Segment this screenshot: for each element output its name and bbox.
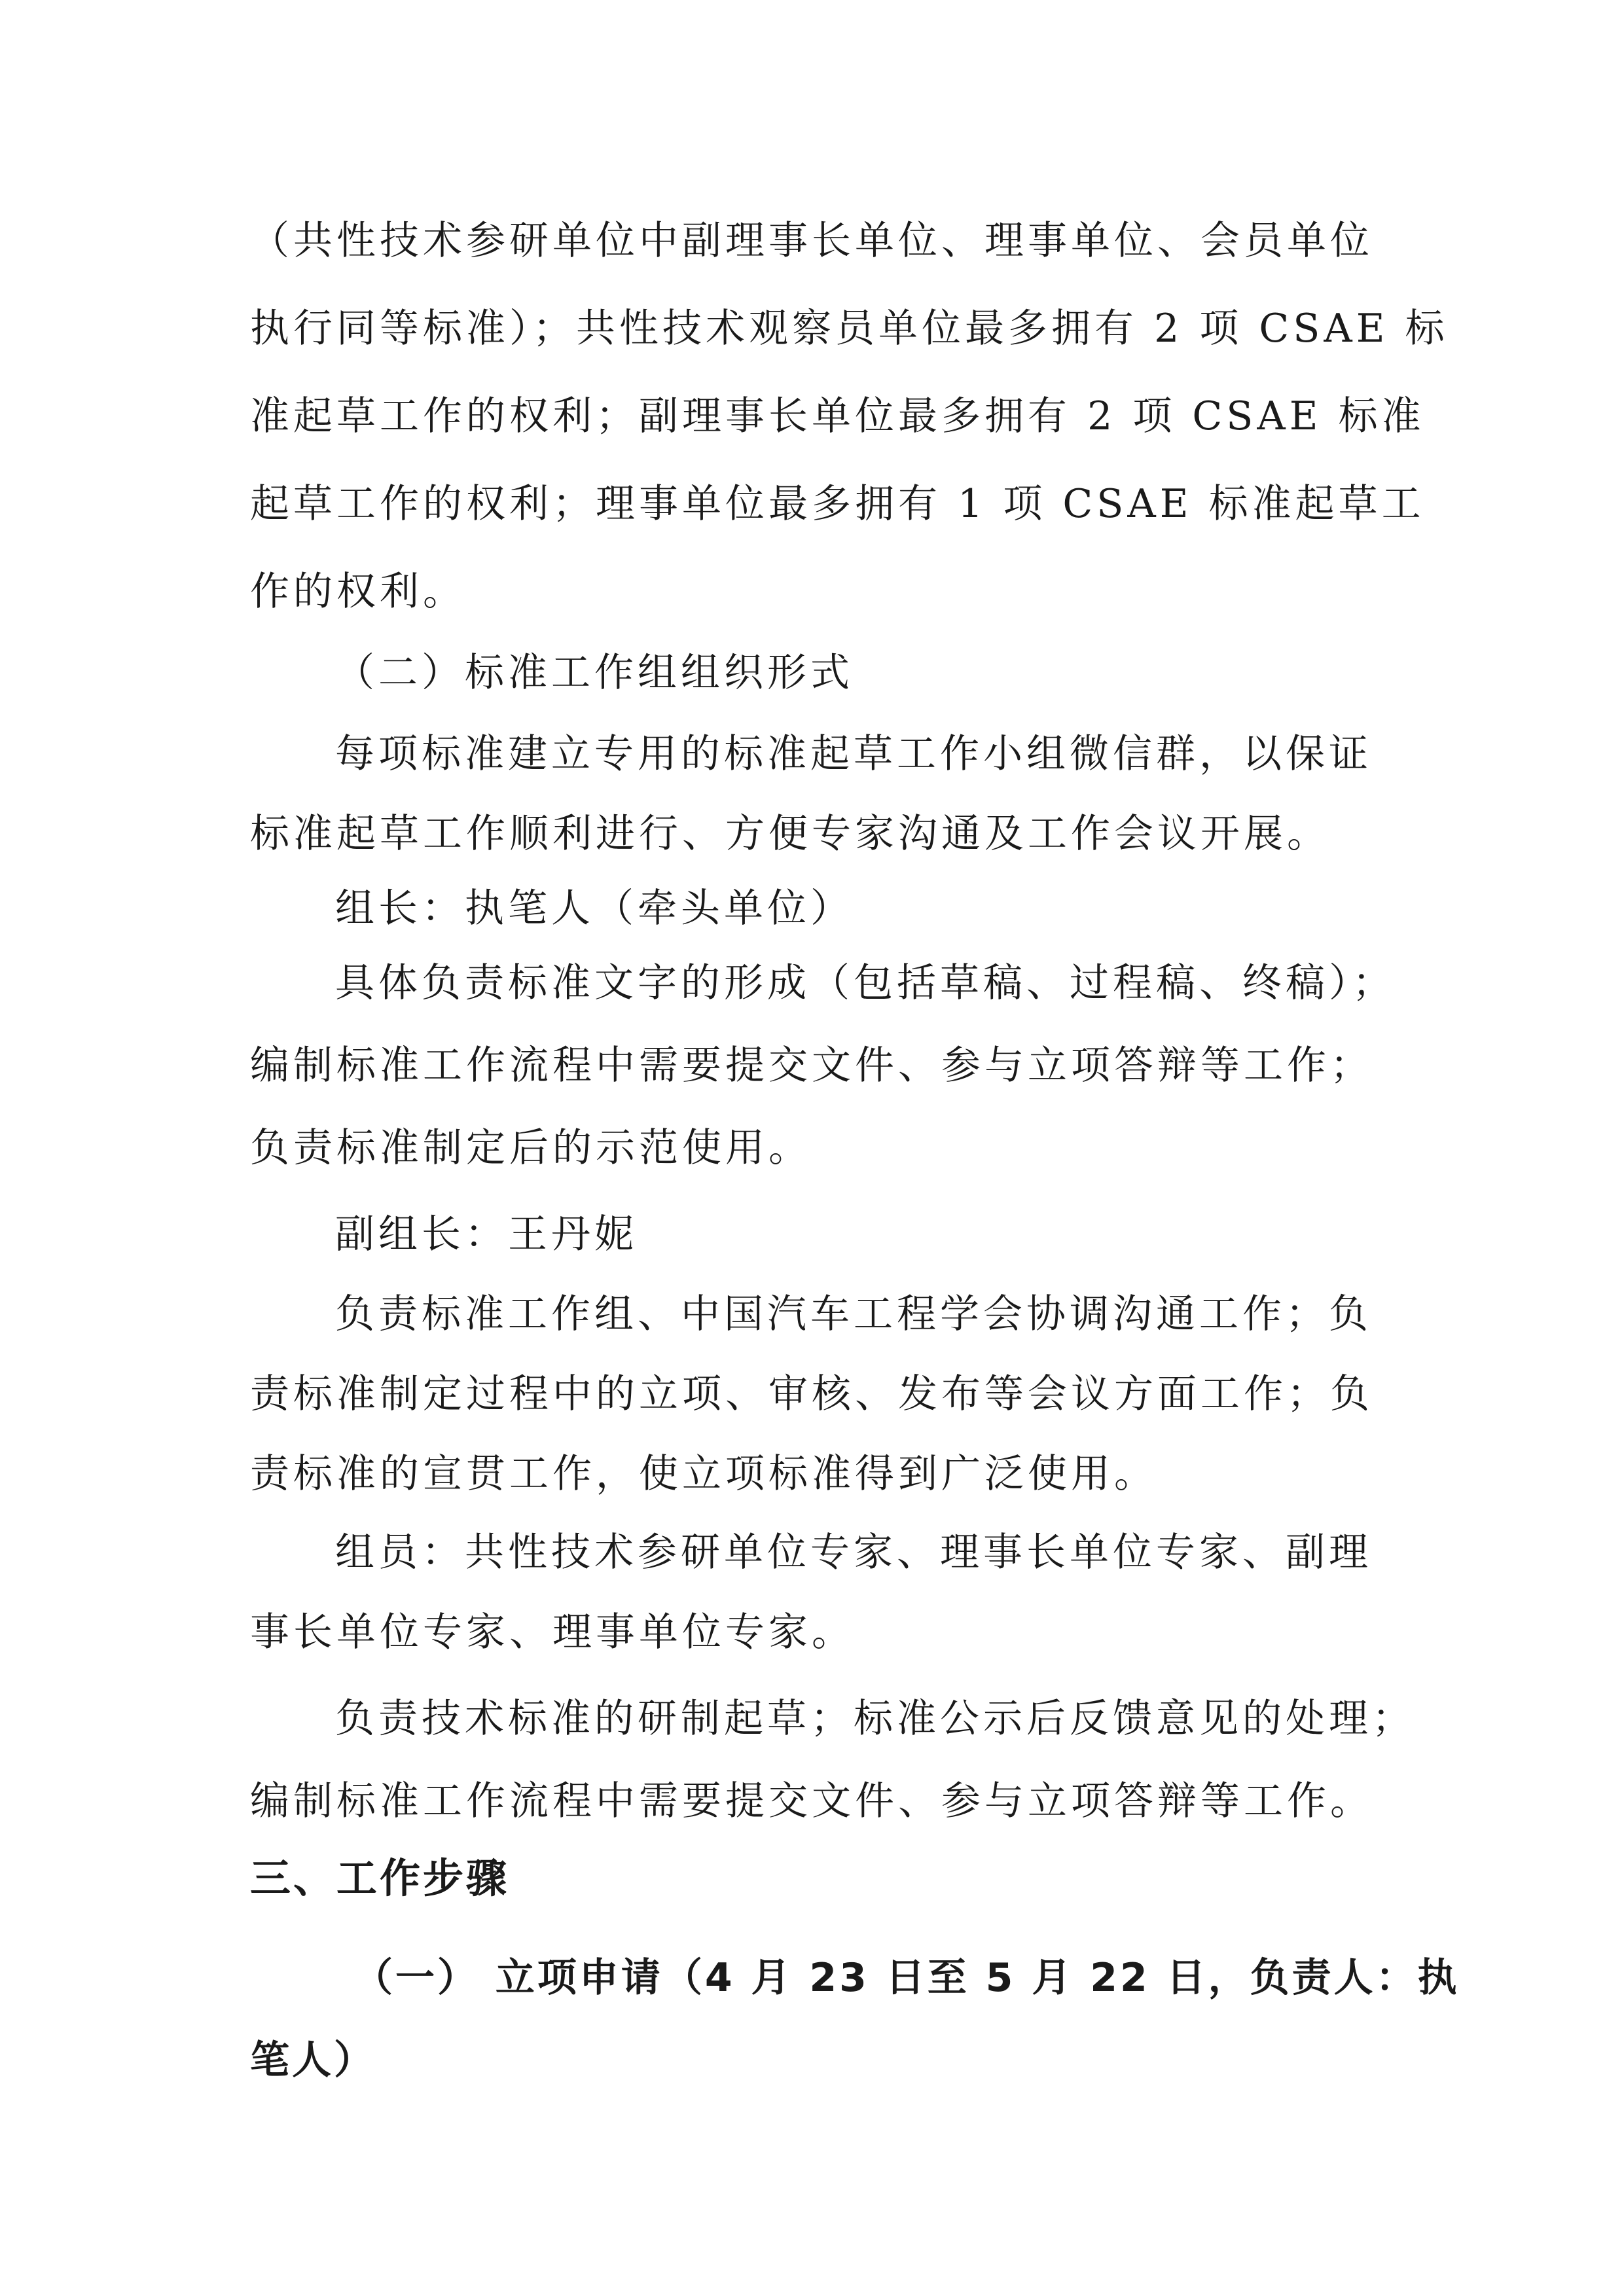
paragraph-line: 准起草工作的权利；副理事长单位最多拥有 2 项 CSAE 标准 (250, 393, 1425, 439)
paragraph-line: 负责标准工作组、中国汽车工程学会协调沟通工作；负 (335, 1291, 1372, 1337)
paragraph-line: 编制标准工作流程中需要提交文件、参与立项答辩等工作； (250, 1043, 1373, 1088)
paragraph-line: （共性技术参研单位中副理事长单位、理事单位、会员单位 (250, 218, 1373, 264)
paragraph-line: 负责标准制定后的示范使用。 (250, 1125, 812, 1171)
paragraph-line: 作的权利。 (250, 569, 466, 615)
paragraph-line: 事长单位专家、理事单位专家。 (250, 1609, 855, 1655)
paragraph-line: 起草工作的权利；理事单位最多拥有 1 项 CSAE 标准起草工 (250, 481, 1425, 527)
paragraph-line: 责标准制定过程中的立项、审核、发布等会议方面工作；负 (250, 1371, 1373, 1417)
paragraph-line: 负责技术标准的研制起草；标准公示后反馈意见的处理； (335, 1696, 1415, 1742)
section-subheading: （二）标准工作组组织形式 (335, 650, 854, 696)
role-title: 副组长：王丹妮 (335, 1211, 638, 1257)
paragraph-line: 编制标准工作流程中需要提交文件、参与立项答辩等工作。 (250, 1778, 1373, 1824)
paragraph-line: 责标准的宣贯工作，使立项标准得到广泛使用。 (250, 1451, 1157, 1497)
paragraph-line: 具体负责标准文字的形成（包括草稿、过程稿、终稿）； (335, 960, 1396, 1006)
role-title: 组员：共性技术参研单位专家、理事长单位专家、副理 (335, 1530, 1372, 1575)
paragraph-line: 每项标准建立专用的标准起草工作小组微信群，以保证 (335, 731, 1372, 777)
step-heading: （一） 立项申请（4 月 23 日至 5 月 22 日，负责人：执 (353, 1955, 1460, 2001)
paragraph-line: 执行同等标准）；共性技术观察员单位最多拥有 2 项 CSAE 标 (250, 306, 1449, 351)
paragraph-line: 标准起草工作顺利进行、方便专家沟通及工作会议开展。 (250, 811, 1330, 857)
section-heading: 三、工作步骤 (250, 1854, 510, 1902)
role-title: 组长：执笔人（牵头单位） (335, 886, 854, 931)
step-heading: 笔人） (250, 2037, 376, 2083)
